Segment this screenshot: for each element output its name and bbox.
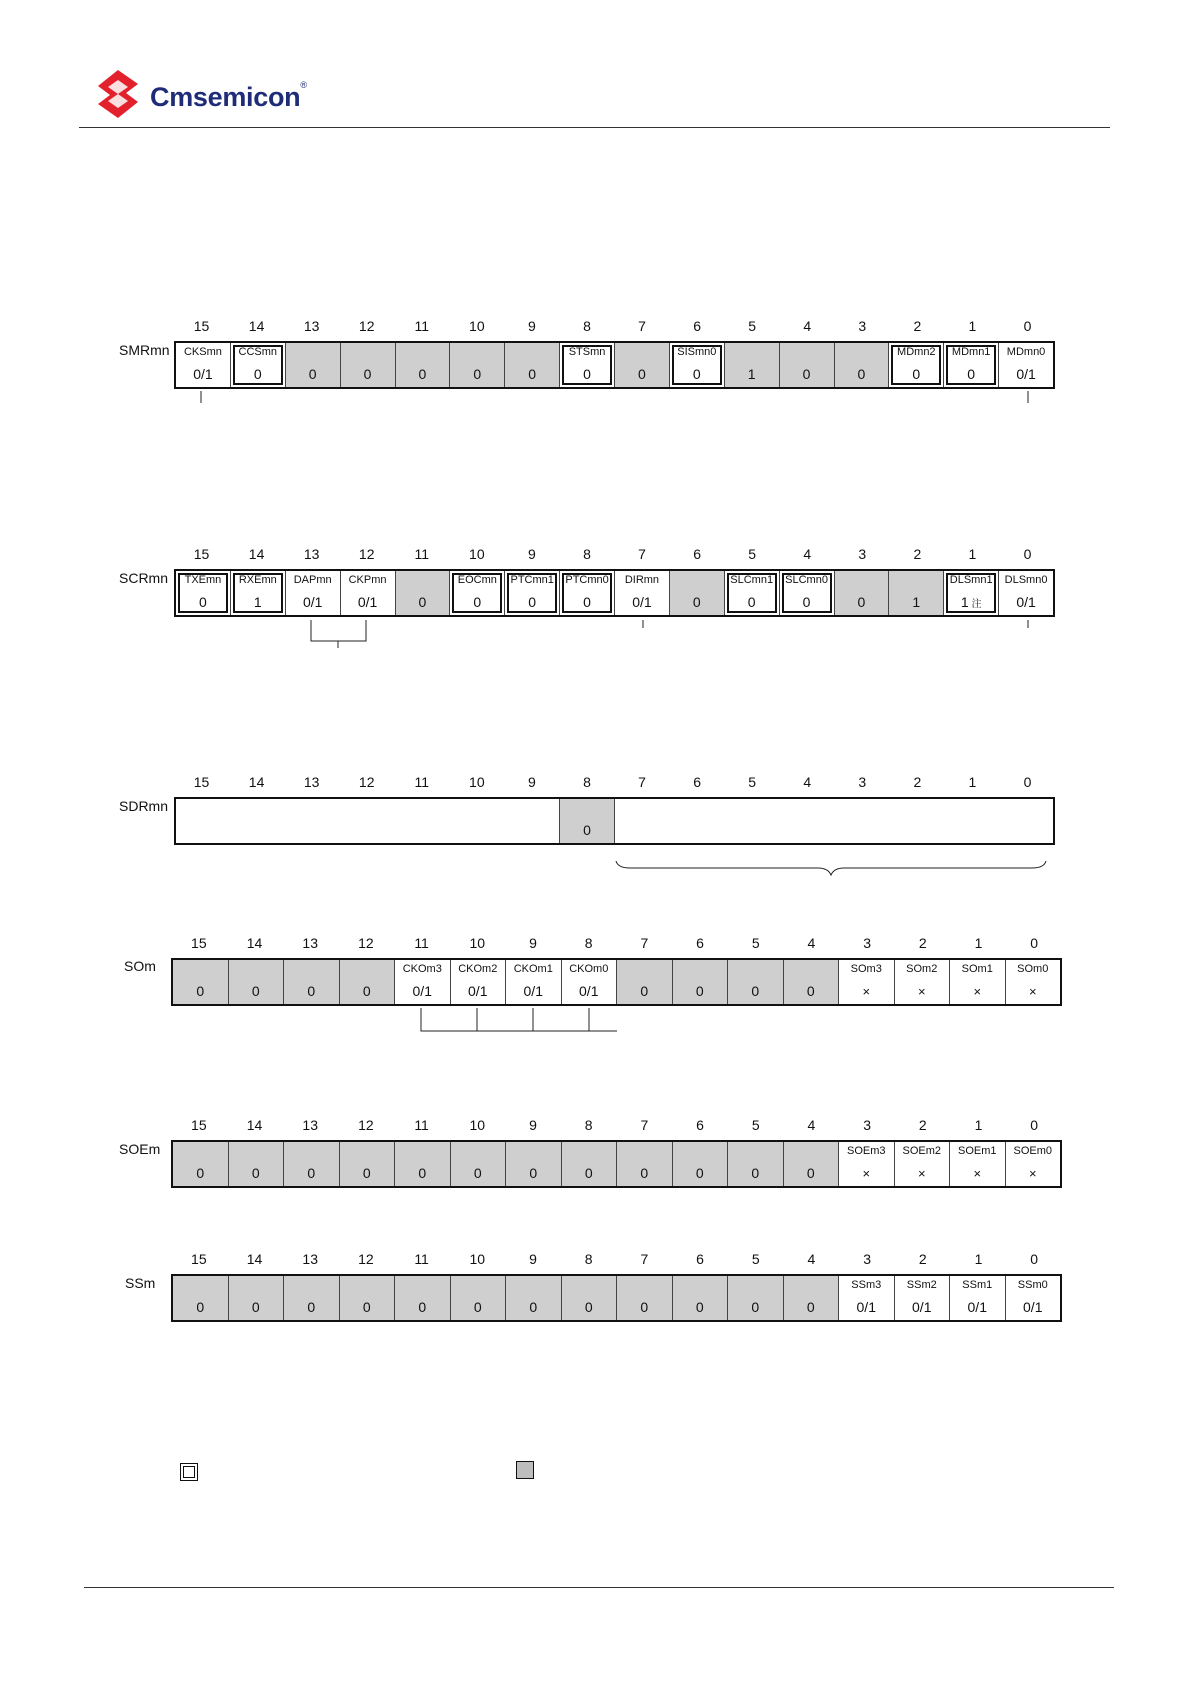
bit-number: 10 [469,546,485,562]
bit-value: 0 [196,1165,205,1181]
bit-value: 1 [747,366,756,382]
legend-fixed-setting-icon [180,1463,198,1481]
bit-name: CKOm1 [513,963,553,975]
bit-number: 12 [358,935,374,951]
register-name: SOm [124,958,156,974]
bit-name: STSmn [568,346,606,358]
bit-number: 15 [193,774,210,790]
bit-number: 6 [696,1251,704,1267]
bit-name: SOEm1 [957,1145,997,1157]
bit-value: 0/1 [579,983,599,999]
bit-number: 13 [303,546,320,562]
bit-number: 13 [302,1251,318,1267]
register-name: SSm [125,1275,156,1291]
bit-number: 6 [696,935,704,951]
bit-number: 8 [583,546,591,562]
bit-value: 0 [307,1299,316,1315]
bit-name: CCSmn [238,346,278,358]
bit-value: 0 [912,366,921,382]
bit-value: 0 [857,366,866,382]
brand-name: Cmsemicon® [150,80,307,112]
bit-value: 0/1 [193,366,213,382]
bit-value: 0 [473,1299,482,1315]
bit-value: 0 [967,366,976,382]
bit-name: SOm1 [961,963,993,975]
bit-value: 0/1 [468,983,488,999]
bit-number: 5 [748,774,757,790]
bit-value: 0 [528,366,537,382]
bit-number: 4 [807,1117,816,1133]
bit-name: CKOm3 [402,963,442,975]
bit-value: 0/1 [523,983,543,999]
bit-name: SLCmn1 [730,574,774,586]
bit-value: × [862,984,871,999]
bit-value: 0/1 [412,983,432,999]
bit-number: 9 [529,1117,537,1133]
bit-number: 15 [191,1251,207,1267]
bit-number: 0 [1023,318,1032,334]
register-name: SDRmn [119,798,169,814]
bit-number: 8 [584,1117,593,1133]
bit-number: 10 [469,1251,486,1267]
bit-number: 7 [638,318,646,334]
bit-value: 0 [199,594,207,610]
bit-value: 0/1 [357,594,378,610]
bit-name: DIRmn [624,574,660,586]
bit-number: 7 [638,546,646,562]
bit-value: 0 [584,1165,593,1181]
bit-name: EOCmn [457,574,497,586]
bit-number: 9 [529,935,537,951]
bit-name: SSm1 [962,1279,993,1291]
bit-number: 11 [414,935,429,951]
bit-value: 0/1 [856,1299,876,1315]
bit-number: 12 [358,1117,374,1133]
bit-number: 11 [414,1117,429,1133]
bit-name: SISmn0 [677,346,717,358]
register-name: SCRmn [119,570,169,586]
bit-value: 0 [418,1299,427,1315]
bit-number: 3 [858,318,867,334]
bit-number: 6 [693,546,701,562]
bit-value: 1 [912,594,921,610]
bit-value: 1 [253,594,262,610]
bit-number: 0 [1030,1251,1039,1267]
bit-name: PTCmn1 [510,574,554,586]
register-name: SOEm [119,1141,161,1157]
bit-value: × [862,1166,871,1181]
bit-number: 3 [858,546,867,562]
bit-name: MDmn0 [1006,346,1046,358]
bit-name: SLCmn0 [785,574,828,586]
bit-number: 0 [1030,935,1039,951]
bit-number: 14 [246,1251,263,1267]
bit-number: 13 [303,318,320,334]
bit-number: 15 [193,318,210,334]
bit-value: 0 [362,1299,371,1315]
bit-name: SOEm2 [902,1145,941,1157]
bit-value: 0 [362,983,371,999]
bit-name: CKPmn [348,574,387,586]
bit-value: 0 [802,366,811,382]
bit-value: 0 [751,1165,760,1181]
bit-number: 15 [193,546,210,562]
bit-value: 0 [307,1165,316,1181]
bit-number: 9 [528,774,536,790]
bit-number: 1 [968,318,977,334]
bit-number: 4 [807,935,816,951]
bit-value: 0 [418,366,427,382]
bit-value: 0 [583,366,591,382]
bit-value: × [1028,984,1037,999]
bit-number: 1 [968,774,977,790]
bit-number: 12 [358,546,375,562]
bit-value: × [973,984,982,999]
bit-value: 0 [473,594,482,610]
bit-name: TXEmn [184,574,222,586]
bit-value: 0/1 [912,1299,932,1315]
bit-name: MDmn2 [897,346,936,358]
bit-number: 9 [529,1251,537,1267]
bit-value: 0 [806,983,815,999]
bit-name: SSm3 [851,1279,882,1291]
bit-name: SOm3 [850,963,882,975]
register-name: SMRmn [119,342,170,358]
bit-number: 3 [863,1251,871,1267]
bit-number: 11 [414,774,430,790]
bit-value: 0 [695,1299,704,1315]
bit-value: 0 [583,822,591,838]
bit-number: 3 [863,935,871,951]
bit-name: DAPmn [293,574,332,586]
bit-number: 4 [807,1251,816,1267]
bit-number: 4 [803,318,812,334]
bit-value: 0 [307,983,316,999]
bit-value: 0 [584,1299,593,1315]
bit-number: 12 [358,774,375,790]
bit-number: 3 [863,1117,871,1133]
bit-value: 0 [695,1165,704,1181]
bit-name: PTCmn0 [565,574,609,586]
bit-name: SOm2 [906,963,938,975]
bit-name: SSm2 [906,1279,937,1291]
bit-value: 0/1 [1016,366,1036,382]
bit-number: 9 [528,546,536,562]
bit-number: 11 [414,546,430,562]
bit-number: 5 [748,318,757,334]
bit-number: 6 [696,1117,704,1133]
bit-value: 0 [638,366,646,382]
bit-number: 7 [638,774,646,790]
bit-value: 0/1 [967,1299,987,1315]
bit-value: 0 [251,1299,260,1315]
bit-value: × [1028,1166,1037,1181]
bit-number: 12 [358,1251,374,1267]
bit-number: 5 [751,1117,760,1133]
bit-name: SOm0 [1017,963,1049,975]
bit-number: 2 [913,546,922,562]
bit-value: × [973,1166,982,1181]
bit-value: 0 [251,1165,260,1181]
bit-number: 4 [803,774,812,790]
bit-number: 9 [528,318,536,334]
footer-rule [84,1587,1114,1588]
bit-number: 14 [248,318,265,334]
bit-number: 15 [191,1117,207,1133]
bit-value: 0 [751,983,760,999]
bit-value: 0 [692,366,701,382]
bit-value: 0 [802,594,811,610]
bit-value: 0 [806,1165,815,1181]
bit-name: RXEmn [238,574,277,586]
bit-number: 6 [693,318,701,334]
bit-value: 0 [857,594,866,610]
bit-number: 10 [469,318,485,334]
bit-note: 注 [968,599,982,610]
bit-name: SSm0 [1017,1279,1048,1291]
bit-value: 0 [196,1299,205,1315]
bit-number: 5 [751,1251,760,1267]
bit-value: 0 [528,594,537,610]
bit-number: 2 [918,1251,927,1267]
bit-name: DLSmn0 [1004,574,1048,586]
bit-number: 1 [974,1251,983,1267]
bit-number: 2 [918,935,927,951]
bit-value: 0 [806,1299,815,1315]
bit-number: 8 [584,1251,593,1267]
bit-number: 14 [248,546,265,562]
bit-number: 2 [913,318,922,334]
bit-value: 0 [308,366,317,382]
bit-value: 0/1 [302,594,323,610]
bit-value: 0 [363,366,372,382]
bit-value: 0 [747,594,756,610]
bit-number: 10 [469,1117,486,1133]
bit-value: 0 [418,1165,427,1181]
bit-number: 0 [1023,774,1032,790]
bit-value: 0 [640,1299,649,1315]
bit-number: 7 [640,1117,649,1133]
bit-value: 0 [529,1165,538,1181]
bit-number: 1 [968,546,977,562]
bit-value: 0 [473,1165,482,1181]
bit-value: 0 [640,1165,649,1181]
bit-number: 12 [358,318,375,334]
bit-number: 13 [302,935,318,951]
bit-number: 14 [248,774,265,790]
bit-value: 0 [751,1299,760,1315]
bit-number: 2 [918,1117,927,1133]
bit-value: 0 [362,1165,371,1181]
bit-value: 0 [640,983,649,999]
bit-value: 0 [418,594,427,610]
bit-number: 11 [414,1251,429,1267]
bit-number: 8 [583,318,591,334]
bit-number: 1 [974,935,983,951]
bit-name: CKOm0 [569,963,609,975]
bit-number: 3 [858,774,867,790]
bit-value: × [917,1166,926,1181]
bit-name: SOEm3 [846,1145,886,1157]
bit-value: 0/1 [632,594,652,610]
bit-number: 13 [302,1117,318,1133]
bit-value: 0/1 [1016,594,1036,610]
bit-value: 0 [253,366,262,382]
bit-value: 0 [529,1299,538,1315]
bit-name: CKOm2 [458,963,498,975]
bit-number: 7 [640,1251,649,1267]
bit-value: 0 [692,594,701,610]
legend-unused-bit-icon [516,1461,534,1479]
bit-number: 8 [584,935,593,951]
bit-number: 2 [913,774,922,790]
bit-name: SOEm0 [1013,1145,1052,1157]
bit-number: 13 [303,774,320,790]
bit-number: 8 [583,774,591,790]
bit-number: 5 [748,546,757,562]
bit-number: 4 [803,546,812,562]
bit-number: 15 [191,935,207,951]
bit-number: 0 [1030,1117,1039,1133]
bit-number: 5 [751,935,760,951]
bit-value: 1 注 [960,594,982,610]
bit-value: 0 [251,983,260,999]
bit-name: MDmn1 [951,346,991,358]
bit-number: 7 [640,935,649,951]
bit-number: 10 [469,935,486,951]
bit-value: 0 [583,594,591,610]
bit-name: CKSmn [183,346,222,358]
bit-number: 14 [246,1117,263,1133]
bit-value: 0 [196,983,205,999]
bit-number: 14 [246,935,263,951]
bit-name: DLSmn1 [949,574,993,586]
bit-value: × [917,984,926,999]
bit-value: 0/1 [1023,1299,1043,1315]
bit-number: 1 [974,1117,983,1133]
bit-number: 10 [469,774,485,790]
bit-value: 0 [695,983,704,999]
bit-number: 0 [1023,546,1032,562]
bit-value: 0 [473,366,482,382]
bit-number: 11 [414,318,430,334]
bit-number: 6 [693,774,701,790]
